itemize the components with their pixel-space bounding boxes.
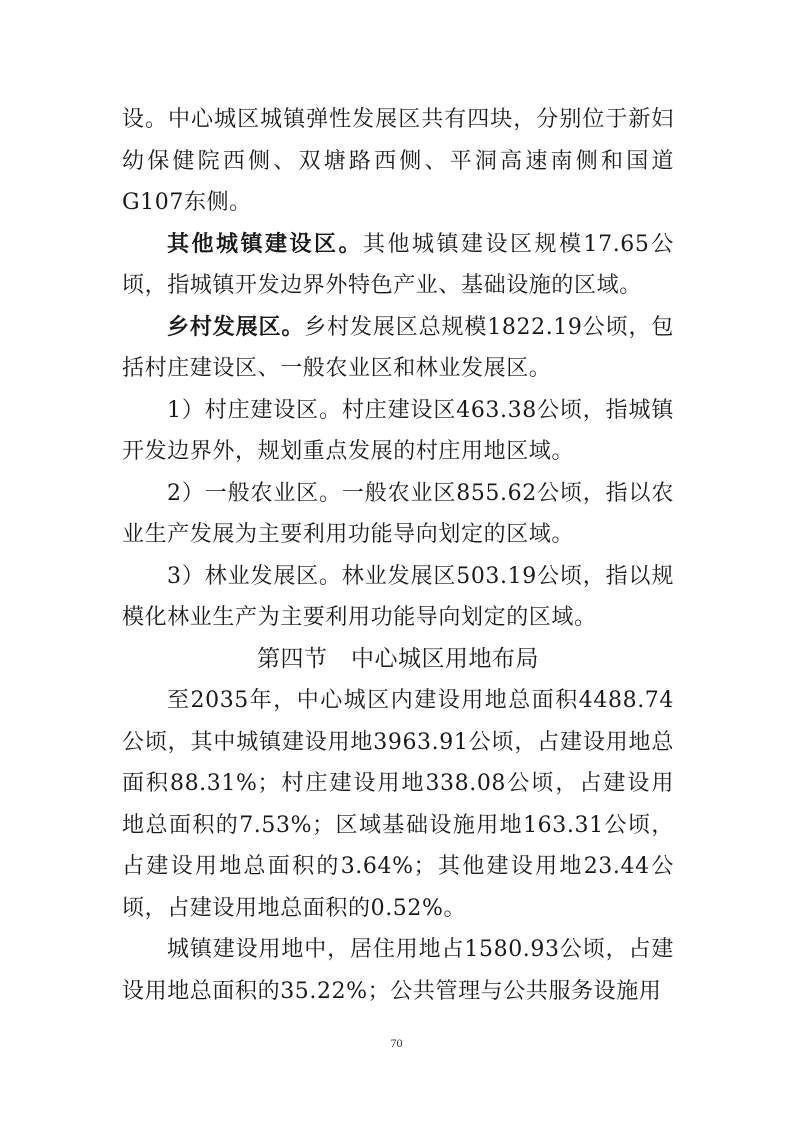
body-text bbox=[122, 99, 674, 1012]
paragraph-town-land-use: 城镇建设用地中，居住用地占1580.93公顷，占建设用地总面积的35.22%；公共管理与公共服务设施用 bbox=[122, 937, 674, 1004]
paragraph-other-town-area: 其他城镇建设区。其他城镇建设区规模17.65公顷，指城镇开发边界外特色产业、基础设施的区域。 bbox=[122, 231, 674, 298]
paragraph-lead: 乡村发展区。 bbox=[167, 314, 305, 340]
paragraph-agriculture-area: 2）一般农业区。一般农业区855.62公顷，指以农业生产发展为主要利用功能导向划定的区域。 bbox=[122, 480, 674, 547]
paragraph-continuation: 设。中心城区城镇弹性发展区共有四块，分别位于新妇幼保健院西侧、双塘路西侧、平洞高速南侧和国道G107东侧。 bbox=[122, 107, 674, 215]
section-heading: 第四节 中心城区用地布局 bbox=[257, 645, 539, 672]
paragraph-land-use-total: 至2035年，中心城区内建设用地总面积4488.74公顷，其中城镇建设用地3963.91公顷，占建设用地总面积88.31%；村庄建设用地338.08公顷，占建设用地总面积的7.53%；区域基础设施用地163.31公顷，占建设用地总面积的3.64%；其他建设用地23.44公顷，占建设用地总面积的0.52%。 bbox=[122, 688, 674, 921]
paragraph-village-area: 1）村庄建设区。村庄建设区463.38公顷，指城镇开发边界外，规划重点发展的村庄用地区域。 bbox=[122, 397, 674, 464]
paragraph-forestry-area: 3）林业发展区。林业发展区503.19公顷，指以规模化林业生产为主要利用功能导向划定的区域。 bbox=[122, 563, 674, 630]
paragraph-lead: 其他城镇建设区。 bbox=[167, 231, 364, 257]
paragraph-rural-area: 乡村发展区。乡村发展区总规模1822.19公顷，包括村庄建设区、一般农业区和林业发展区。 bbox=[122, 314, 674, 381]
page-number: 70 bbox=[390, 1036, 403, 1050]
